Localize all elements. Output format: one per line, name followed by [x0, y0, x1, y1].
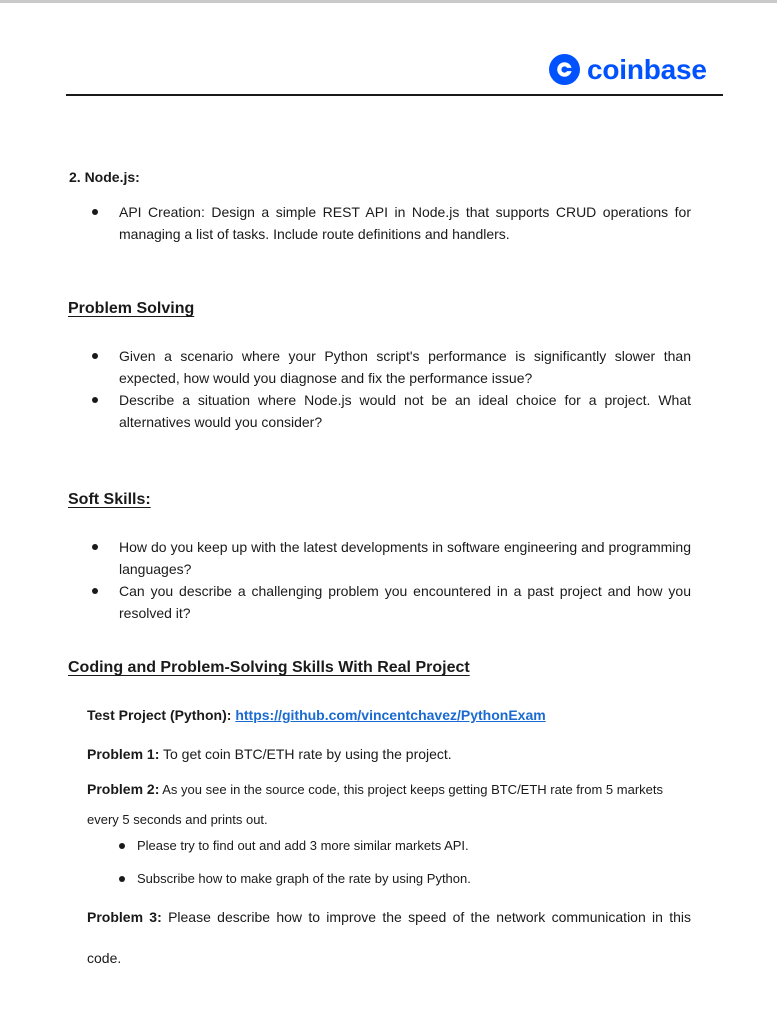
nodejs-heading: 2. Node.js:	[69, 169, 140, 185]
soft-skills-heading: Soft Skills:	[68, 491, 151, 508]
soft-skills-list	[69, 536, 691, 624]
problem3-text: Please describe how to improve the speed of the network communication in this code.	[87, 909, 692, 966]
coinbase-wordmark: coinbase	[587, 54, 707, 85]
test-project-label: Test Project (Python):	[87, 707, 232, 723]
problem2-text: As you see in the source code, this project keeps getting BTC/ETH rate from 5 markets every 5 seconds and prints out.	[87, 782, 663, 827]
problem1-text: To get coin BTC/ETH rate by using the project.	[163, 746, 452, 762]
header-divider	[66, 94, 723, 96]
problem2-paragraph	[87, 774, 691, 835]
problem3-label: Problem 3:	[87, 909, 162, 925]
list-item: How do you keep up with the latest developments in software engineering and programming languages?	[69, 536, 691, 580]
coinbase-logo	[549, 54, 707, 85]
list-item: Can you describe a challenging problem you encountered in a past project and how you resolved it?	[69, 580, 691, 624]
problem1-label: Problem 1:	[87, 746, 160, 762]
problem2-list	[87, 836, 691, 889]
list-item: Describe a situation where Node.js would not be an ideal choice for a project. What alternatives would you consider?	[69, 389, 691, 433]
problem-solving-list	[69, 345, 691, 433]
list-item: Given a scenario where your Python script's performance is significantly slower than expected, how would you diagnose and fix the performance issue?	[69, 345, 691, 389]
coding-heading: Coding and Problem-Solving Skills With Real Project	[68, 659, 470, 676]
problem-solving-heading: Problem Solving	[68, 300, 195, 317]
problem2-label: Problem 2:	[87, 781, 160, 797]
page-top-border	[0, 0, 777, 3]
nodejs-list	[69, 201, 691, 245]
test-project-link[interactable]: https://github.com/vincentchavez/PythonExam	[235, 707, 546, 723]
problem3-paragraph	[87, 897, 691, 979]
list-item: Subscribe how to make graph of the rate by using Python.	[87, 869, 691, 889]
list-item: API Creation: Design a simple REST API in Node.js that supports CRUD operations for managing a list of tasks. Include route definitions and handlers.	[69, 201, 691, 245]
test-project-line	[87, 704, 546, 726]
problem1-line	[87, 743, 452, 765]
coinbase-mark-icon	[549, 54, 580, 85]
list-item: Please try to find out and add 3 more similar markets API.	[87, 836, 691, 856]
